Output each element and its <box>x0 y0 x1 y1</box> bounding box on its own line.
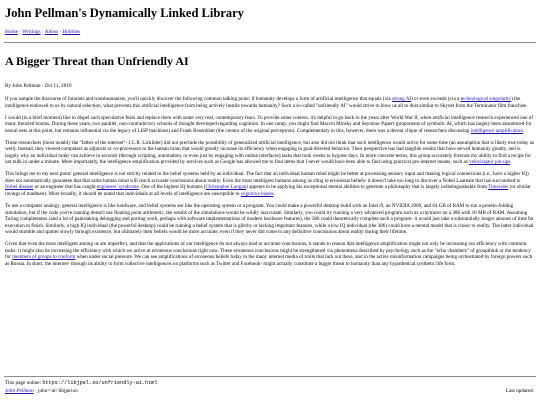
site-nav <box>5 29 80 36</box>
inline-link[interactable]: intelligence amplification <box>470 127 523 134</box>
footer-author-row <box>5 388 534 396</box>
page-url: https://libjpel.so/unfriendly-ai.html <box>42 380 158 386</box>
nav-writings-link[interactable]: Writings <box>22 29 41 35</box>
inline-link[interactable]: Timecube <box>488 184 509 191</box>
author-link[interactable]: John Pellman <box>5 388 34 394</box>
site-title: John Pellman's Dynamically Linked Library <box>5 6 244 20</box>
paragraph-text: This brings me to my next point: general intelligence is not strictly related to the belief systems held by an individual. The fact that an individual human mind might be better at processing sensory input and making logical connections (i.e., have a higher IQ) does not automatically guarantee that that same human mind will reach accurate conclusions about reality. Even the most intelligent humans among us cling to erroneous beliefs- it doesn't take too long to discover a Nobel Laureate that has succumbed to <box>5 171 529 184</box>
paragraph-text: I would (in a brief moment) like to dispel such speculative fears and replace them with some very real, contemporary fears. To provide some context, it's helpful to go back to the years after World War II, when artificial intelligence research experienced one of many frenzied booms. During these years, two parallel, non-contradictory schools of thought developed regarding cognition. In one camp, you might find Marvin Minsky and Seymour Papert (proponents of symbolic AI, which has largely been abandoned for neural nets at this point, but remains influential via the legacy of LISP machines) and Frank Rosenblatt (the creator of the original perceptron). Complementary to this, however, there was a decent clique of researchers discussing <box>5 114 534 134</box>
article-paragraph <box>5 96 534 109</box>
nav-hobbies-link[interactable]: Hobbies <box>62 29 81 35</box>
inline-link[interactable]: Nobel disease <box>5 184 34 191</box>
author-email: john<-at>libjpel.so <box>38 388 78 394</box>
article-paragraph <box>5 140 534 166</box>
inline-link[interactable]: technological singularity <box>460 96 512 102</box>
footer-url-row <box>5 380 534 388</box>
article-title: A Bigger Threat than Unfriendly AI <box>5 54 189 68</box>
header-divider <box>4 42 536 43</box>
inline-link[interactable]: strong AI <box>391 96 412 102</box>
paragraph-text: These researchers (most notably the "father of the internet"- J.C.R. Licklider) did not preclude the possibility of generalized artificial intelligence, but also did not think that such intelligence would arrive for some time (an assumption that is likely true today as well). Instead, they viewed computers as adjuncts or co-processors to the human brain that would greatly increase its efficiency when engaging in goal-directed behavior. Their perspective has had tangible results that have served humanity greatly, and is largely why an individual today can achieve in seconds (through scripting, automation, or even just by engaging with online interfaces) tasks that took weeks to bygone days. In more concrete terms, this group accurately forecast my ability to find a recipe for oat milk in under a minute. More importantly, the intelligence amplification provided by services such as Google has allowed me to find items that I never would have been able to find using practical pre-internet means, such as <box>5 139 534 166</box>
inline-link[interactable]: Christopher Langan <box>205 184 247 191</box>
inline-link[interactable]: cognitive biases <box>240 190 274 197</box>
paragraph-text: when under social pressure. We can see amplifications of erroneous beliefs today in the many internet media of trolls that lurk out there, and in the active misinformation campaigns being orchestrated by foreign powers such as Russia. In short, the internet- through its ability to form collective intelligences on platforms such as Twitter and Facebook- might actually constitute a bigger threat to humanity than any hypothetical synthetic life form. <box>5 254 533 267</box>
article-paragraph <box>5 171 534 197</box>
paragraph-text: Given that even the most intelligent among us are imperfect, and that the applications of our intelligence do not always lead to accurate conclusions, it stands to reason that intelligence amplification might not only be increasing our efficiency with common tasks- it might also be increasing the efficiency with which we arrive at erroneous conclusions right now. These erroneous conclusions might be strengthened via phenomena described by psychology such as the "echo chambers" of groupthink or the tendency for <box>5 241 531 261</box>
paragraph-text: To use a computer analogy, general intelligence is like hardware, and belief systems are like the operating system or a program. You could make a powerful desktop build with an Intel i9, an NVIDIA 2080, and 64 GB of RAM to run a protein-folding simulation, but if the code you're running doesn't use floating point arithmetic, the results of the simulations would be wildly inaccurate. Similarly, you could try running a very advanced program such as a raytracer on a 386 with 16 MB of RAM. Assuming Turing completeness (and a lot of painstaking debugging and porting work, perhaps with software implementations of modern hardware features), the 386 could theoretically complete such a program- it would just take a substantially longer amount of time for execution to finish. Similarly, a high IQ individual (the powerful desktop) could be running a belief system that is glitchy or lacking important features, while a low IQ individual (the 386) could have a mental model that is closer to reality. The latter individual would stumble and sputter slowly through existence, but ultimately their beliefs would be more accurate, even if they never did come to any definitive conclusions about reality during their lifetime. <box>5 203 535 236</box>
page-online-label: This page online: <box>5 380 42 386</box>
last-updated-label: Last updated: <box>505 388 534 394</box>
footer-separator: · <box>34 388 37 394</box>
article-paragraph <box>5 241 534 267</box>
article-paragraph <box>5 115 534 135</box>
paragraph-text: . <box>522 127 525 134</box>
paragraph-text: ) the intelligence endowed to us by natural selection, what prevents this artificial intelligence from being actively hostile towards humanity? Such a so-called "unfriendly AI" would strive to blow us all to dust similar to Skynet from the Terminator film franchise. <box>5 96 528 109</box>
nav-about-link[interactable]: About <box>44 29 58 35</box>
paragraph-text: (or similar ravings of madmen). More broadly, it should be noted that individuals at all levels of intelligence are susceptible to <box>5 184 531 197</box>
article-paragraph <box>5 203 534 236</box>
inline-link[interactable]: engineers' syndrome <box>96 184 139 191</box>
article-body <box>5 96 534 273</box>
inline-link[interactable]: velociraptor pin-ups <box>469 159 511 166</box>
paragraph-text: ) or even exceeds (via a <box>411 96 461 102</box>
paragraph-text: or an engineer that has caught <box>33 184 97 191</box>
nav-separator: · <box>19 29 22 35</box>
page-footer <box>5 380 534 396</box>
paragraph-text: ) appears to be applying his exceptional mental abilities to generate a philosophy that is largely indistinguishable from <box>246 184 489 191</box>
article-byline: By John Pellman · Oct 11, 2019 <box>5 83 72 89</box>
paragraph-text: . One of the highest IQ humans ( <box>138 184 206 191</box>
nav-separator: · <box>41 29 44 35</box>
paragraph-text: If you sample the discourse of futurists and transhumanists, you'll quickly discover the following common talking point: if humanity develops a form of artificial intelligence that equals (via <box>5 96 392 102</box>
nav-home-link[interactable]: Home <box>5 29 18 35</box>
paragraph-text: . <box>273 190 275 197</box>
nav-separator: · <box>59 29 62 35</box>
paragraph-text: . <box>510 159 512 166</box>
footer-divider <box>4 376 536 377</box>
inline-link[interactable]: members of groups to conform <box>12 254 76 261</box>
